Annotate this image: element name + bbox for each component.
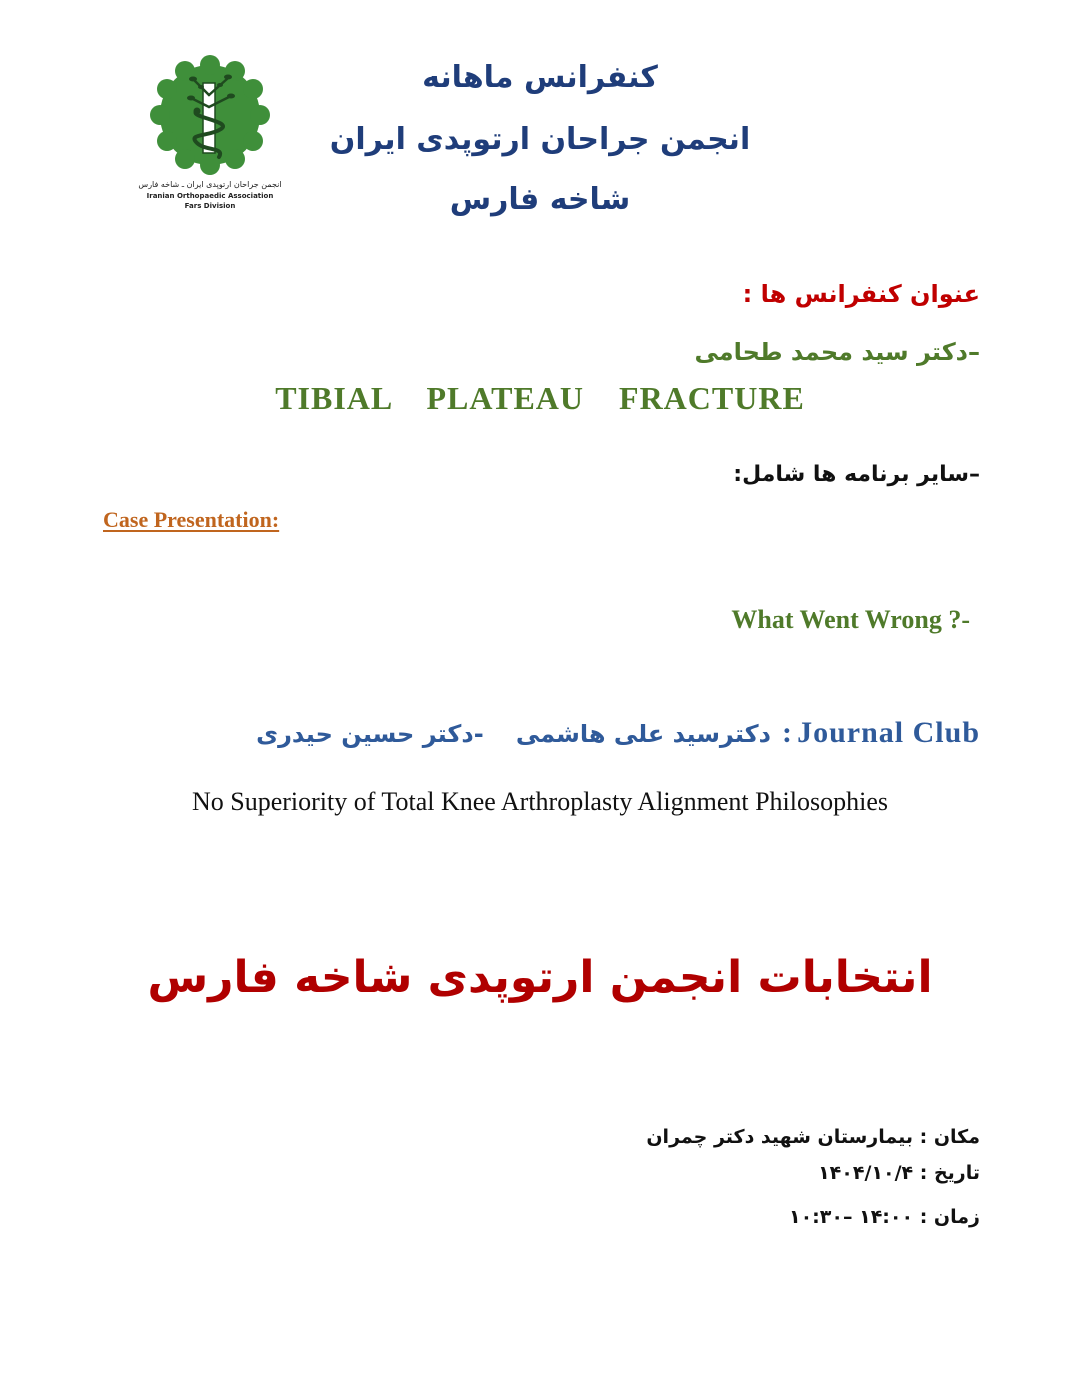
elections-title: انتخابات انجمن ارتوپدی شاخه فارس (147, 952, 933, 1003)
journal-article-title: No Superiority of Total Knee Arthroplasty Alignment Philosophies (191, 787, 889, 816)
what-went-wrong: What Went Wrong ?- (731, 605, 970, 634)
other-programs-label: –سایر برنامه ها شامل: (733, 462, 980, 487)
speaker-name: –دکتر سید محمد طحامی (694, 338, 980, 366)
journal-club-label: Journal Club (797, 716, 980, 749)
header-line-conference: کنفرانس ماهانه (422, 60, 658, 95)
event-place: مکان : بیمارستان شهید دکتر چمران (646, 1126, 980, 1148)
logo-caption-en: Iranian Orthopaedic Association (146, 192, 274, 200)
journal-presenter-2: -دکتر حسین حیدری (256, 720, 484, 748)
journal-club-separator: : (782, 716, 793, 749)
case-presentation-heading: Case Presentation: (103, 507, 280, 532)
journal-presenter-1: دکترسید علی هاشمی (515, 720, 771, 748)
header-line-division: شاخه فارس (449, 182, 631, 217)
conference-title-label: عنوان کنفرانس ها : (742, 280, 980, 308)
logo-caption-fa: انجمن جراحان ارتوپدی ایران ـ شاخه فارس (138, 180, 282, 189)
talk-title: TIBIAL PLATEAU FRACTURE (275, 380, 805, 416)
event-date: تاریخ : ۱۴۰۴/۱۰/۴ (818, 1162, 980, 1184)
header-line-association: انجمن جراحان ارتوپدی ایران (329, 122, 751, 157)
logo-caption-division: Fars Division (184, 202, 236, 210)
journal-club-row (256, 716, 980, 750)
association-logo (135, 55, 285, 225)
event-time: زمان : ۱۴:۰۰ –۱۰:۳۰ (788, 1206, 980, 1228)
tree-emblem-icon (135, 55, 285, 175)
